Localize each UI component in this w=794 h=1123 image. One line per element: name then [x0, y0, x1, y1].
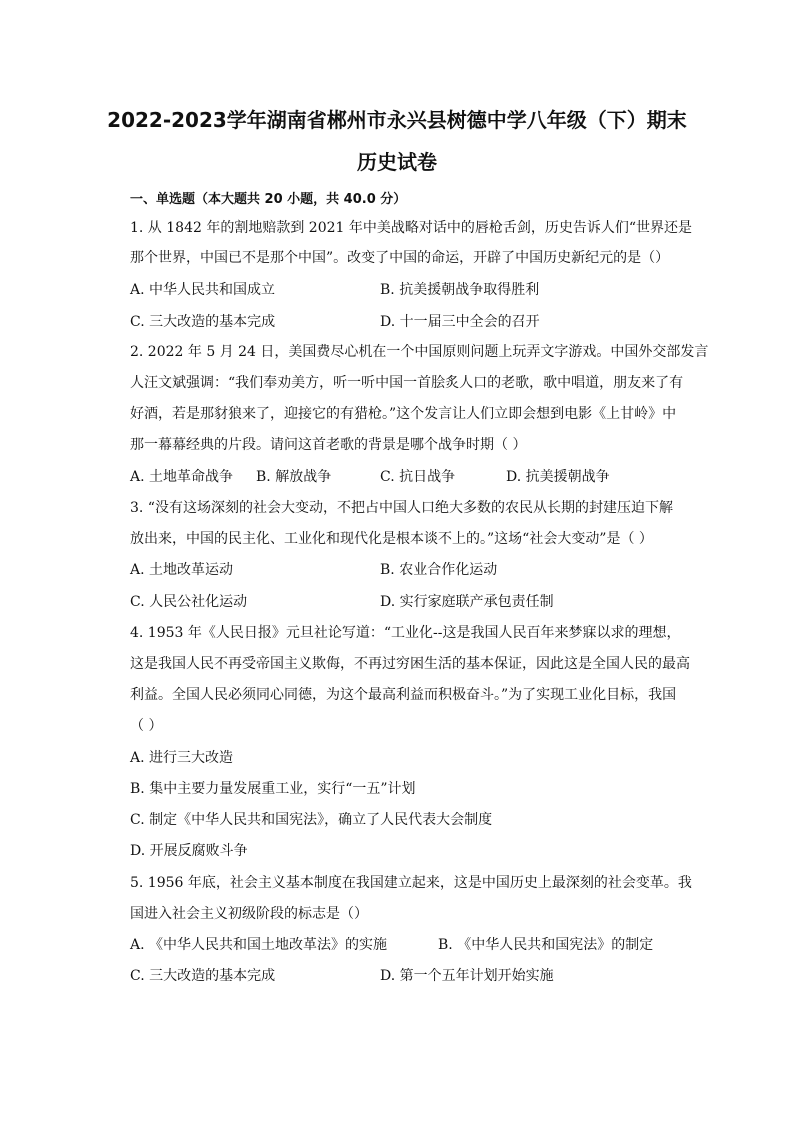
question-1-line-1: 1. 从 1842 年的割地赔款到 2021 年中美战略对话中的唇枪舌剑，历史告诉人们“世界还是 [130, 220, 693, 236]
option-a: A. 土地革命战争 [130, 469, 234, 485]
option-c: C. 三大改造的基本完成 [130, 968, 276, 984]
option-c: C. 三大改造的基本完成 [130, 314, 276, 330]
question-1-line-2: 那个世界，中国已不是那个中国”。改变了中国的命运，开辟了中国历史新纪元的是（） [130, 250, 670, 266]
question-5-options-row-2 [130, 966, 696, 986]
question-2-line-4: 那一幕幕经典的片段。请问这首老歌的背景是哪个战争时期（ ） [130, 437, 527, 453]
question-5-options-row-1 [130, 935, 696, 955]
option-d: D. 抗美援朝战争 [506, 469, 610, 485]
exam-subtitle: 历史试卷 [357, 150, 437, 174]
question-1-options-row-1 [130, 280, 696, 300]
question-4-line-4: （ ） [130, 718, 163, 734]
option-d: D. 第一个五年计划开始实施 [380, 968, 554, 984]
option-a: A. 中华人民共和国成立 [130, 282, 276, 298]
question-5-line-1: 5. 1956 年底，社会主义基本制度在我国建立起来，这是中国历史上最深刻的社会变革。我 [130, 875, 692, 891]
exam-title: 2022-2023学年湖南省郴州市永兴县树德中学八年级（下）期末 [107, 108, 687, 132]
option-b: B. 集中主要力量发展重工业，实行“一五”计划 [130, 781, 416, 797]
option-a: A. 土地改革运动 [130, 562, 234, 578]
option-a: A. 进行三大改造 [130, 750, 234, 766]
question-2-line-3: 好酒，若是那豺狼来了，迎接它的有猎枪。”这个发言让人们立即会想到电影《上甘岭》中 [130, 406, 677, 422]
option-b: B. 农业合作化运动 [380, 562, 498, 578]
question-4-line-2: 这是我国人民不再受帝国主义欺侮，不再过穷困生活的基本保证，因此这是全国人民的最高 [130, 656, 690, 672]
question-4-line-3: 利益。全国人民必须同心同德，为这个最高利益而积极奋斗。”为了实现工业化目标，我国 [130, 687, 677, 703]
question-1-options-row-2 [130, 312, 696, 332]
question-3-options-row-1 [130, 560, 696, 580]
question-2-line-1: 2. 2022 年 5 月 24 日，美国费尽心机在一个中国原则问题上玩弄文字游戏。中国外交部发言 [130, 344, 709, 360]
question-4-line-1: 4. 1953 年《人民日报》元旦社论写道：“工业化--这是我国人民百年来梦寐以求的理想， [130, 625, 681, 641]
question-3-line-1: 3. “没有这场深刻的社会大变动，不把占中国人口绝大多数的农民从长期的封建压迫下解 [130, 500, 673, 516]
option-d: D. 十一届三中全会的召开 [380, 314, 540, 330]
question-2-options [130, 467, 696, 487]
option-b: B. 《中华人民共和国宪法》的制定 [438, 937, 654, 953]
option-c: C. 制定《中华人民共和国宪法》，确立了人民代表大会制度 [130, 812, 493, 828]
section-heading: 一、单选题（本大题共 20 小题，共 40.0 分） [130, 192, 407, 207]
option-d: D. 实行家庭联产承包责任制 [380, 594, 554, 610]
option-b: B. 抗美援朝战争取得胜利 [380, 282, 540, 298]
option-b: B. 解放战争 [256, 469, 332, 485]
option-a: A. 《中华人民共和国土地改革法》的实施 [130, 937, 388, 953]
option-d: D. 开展反腐败斗争 [130, 843, 248, 859]
question-5-line-2: 国进入社会主义初级阶段的标志是（） [130, 906, 368, 922]
question-2-line-2: 人汪文斌强调：“我们奉劝美方，听一听中国一首脍炙人口的老歌，歌中唱道，朋友来了有 [130, 375, 684, 391]
question-3-options-row-2 [130, 592, 696, 612]
option-c: C. 抗日战争 [380, 469, 456, 485]
question-3-line-2: 放出来，中国的民主化、工业化和现代化是根本谈不上的。”这场“社会大变动”是（ ） [130, 531, 653, 547]
option-c: C. 人民公社化运动 [130, 594, 248, 610]
